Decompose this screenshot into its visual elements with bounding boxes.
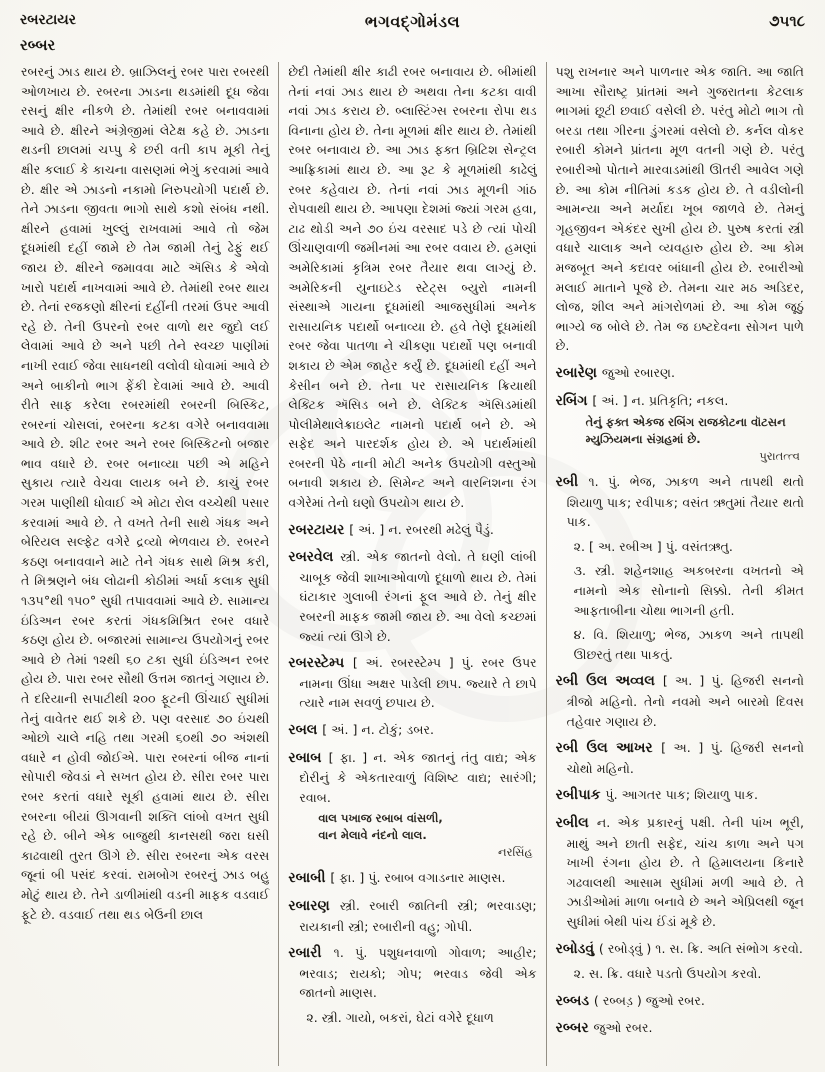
dictionary-entry: રબારી ૧. પું. પશુધનવાળો ગોવાળ; આહીર; ભરવાડ; રાયકો; ગોપ; ભરવાડ જેવી એક જાતનો માણસ. [288,945,537,1001]
page-number: ૭૫૧૮ [769,12,805,30]
dictionary-entry: રબી ઉલ આખર [ અ. ] પું. હિજરી સનનો ચોથો મહિનો. [555,740,804,776]
headword: રબાબ [288,749,329,766]
dictionary-entry: રબ્બડ ( રબ્બડ઼ ) જુઓ રબર. [555,992,705,1009]
continuation-paragraph: રબરનું ઝાડ થાય છે. બ્રાઝિલનું રબર પારા રબરથી ઓળખાય છે. રબરના ઝાડના થડમાંથી દૂધ જેવા રસનું ક્ષીર નીકળે છે. તેમાંથી રબર બનાવવામાં આવે છે. ક્ષીરને અંગ્રેજીમાં લેટેક્ષ કહે છે. ઝાડના થડની છાલમાં ચપ્પુ કે છરી વતી કાપ મૂકી તેનું ક્ષીર કલાઈ કે કાચના વાસણમાં ભેગું કરવામાં આવે છે. ક્ષીર એ ઝાડનો નકામો નિરુપયોગી પદાર્થ છે. તેને ઝાડના જીવતા ભાગો સાથે કશો સંબંધ નથી. ક્ષીરને હવામાં ખુલ્લું રાખવામાં આવે તો જેમ દૂધમાંથી દહીં જામે છે તેમ જામી તેનું ઢેફું થઈ જાય છે. ક્ષીરને જમાવવા માટે ઍસિડ કે એવો ખારો પદાર્થ નાખવામાં આવે છે. તેમાંથી રબર થાય છે. તેનાં રજકણો ક્ષીરનાં દહીંની તરમાં ઉપર આવી રહે છે. તેની ઉપરનો રબર વાળો થર જુદો લઈ લેવામાં આવે છે અને પછી તેને સ્વચ્છ પાણીમાં નાખી રવાઈ જેવા સાધનથી વલોવી ધોવામાં આવે છે અને બાકીનો ભાગ ફેંકી દેવામાં આવે છે. આવી રીતે સાફ કરેલા રબરમાંથી રબરની બિસ્કિટ, રબરનાં ચોસલાં, રબરના કટકા વગેરે બનાવવામા આવે છે. શીટ રબર અને રબર બિસ્કિટનો બજાર ભાવ વધારે છે. રબર બનાવ્યા પછી એ મહિને સુકાય ત્યારે વેચવા લાયક બને છે. કાચું રબર ગરમ પાણીથી ધોવાઈ એ મોટા રોલ વચ્ચેથી પસાર કરવામાં આવે છે. તે વખતે તેની સાથે ગંધક અને બેરિયલ સલ્ફેટ વગેરે દ્રવ્યો ભેળવાય છે. રબરને કઠણ બનાવવાને માટે તેને ગંધક સાથે મિશ્ર કરી, તે મિશ્રણને બંધ લોઢાની કોઠીમાં અર્ધા કલાક સુધી ૧૩૫°થી ૧૫૦° સુધી તપાવવામાં આવે છે. સામાન્ય ઇંડિઅન રબર કરતાં ગંધકમિશ્રિત રબર વધારે કઠણ હોય છે. બજારમાં સામાન્ય ઉપયોગનું રબર આવે છે તેમાં ૧૨થી ૬૦ ટકા સુધી ઇંડિઅન રબર હોય છે. પારા રબર સૌથી ઉત્તમ જાતનું ગણાય છે. તે દરિયાની સપાટીથી ૨૦૦ ફૂટની ઊંચાઈ સુધીમાં તેનું વાવેતર થઈ શકે છે. પણ વરસાદ ૭૦ ઇંચથી ઓછો ચાલે નહિ તથા ગરમી ૬૦થી ૭૦ અંશથી વધારે ન હોવી જોઈએ. પારા રબરનાં બીજ નાનાં સોપારી જેવડાં ને સખત હોય છે. સીરા રબર પારા રબર કરતાં વધારે સૂકી હવામાં થાય છે. સીરા રબરના બીયાં ઊગવાની શક્તિ લાંબો વખત સુધી રહે છે. બીને એક બાજુથી કાનસથી જરા ઘસી કાઢવાથી તુરત ઊગે છે. સીરા રબરના એક વરસ જૂનાં બી પસંદ કરવાં. રામબોગ રબરનું ઝાડ બહુ મોટું થાય છે. તેને ડાળીમાંથી વડની માફક વડવાઈ ફૂટે છે. વડવાઈ તથા થડ બેઉની છાલ [21,64,270,922]
dictionary-entry: રબાબી [ ફા. ] પું. રબાબ વગાડનાર માણસ. [288,870,506,887]
headword: રબી ઉલ અવ્વલ [555,673,663,690]
sense-item: ૪. વિ. શિયાળુ; ભેજ, ઝાકળ અને તાપથી ઊછરતું તથા પાકતું. [573,627,804,662]
headword: રબિંગ [555,392,593,409]
dictionary-entry: રબરવેલ સ્ત્રી. એક જાતનો વેલો. તે ઘણી લાંબી ચાબૂક જેવી શાખાઓવાળો દૂધાળો થાય છે. તેમાં ઘંટાકાર ગુલાબી રંગનાં ફૂલ આવે છે. તેનું ક્ષીર રબરની માફક જામી જાય છે. આ વેલો કચ્છમાં જ્યાં ત્યાં ઊગે છે. [288,549,537,644]
citation: પુરાતત્ત્વ [759,449,800,464]
sense-item: ૨. [ અ. રબીઅ ] પું. વસંતઋતુ. [573,538,733,554]
verse-quote [556,414,804,465]
headword: રબલ [288,722,323,738]
headword: રબાબી [288,870,331,887]
guide-word-top: રબરટાયર [20,12,76,28]
dictionary-entry: રબીલ ન. એક પ્રકારનું પક્ષી. તેની પાંખ ભૂરી, માથું અને છાતી સફેદ, ચાંચ કાળા અને પગ ખાખી રંગના હોય છે. તે હિમાલયના કિનારે ગઢવાલથી આસામ સુધીમાં મળી આવે છે. તે ઝાડીઓમાં માળા બનાવે છે અને એપ્રિલથી જૂન સુધીમાં બેથી પાંચ ઈંડાં મૂકે છે. [555,815,804,929]
dictionary-entry: રબોડવું ( રબોડ્વું ) ૧. સ. ક્રિ. અતિ સંભોગ કરવો. [555,940,803,957]
column-2 [278,62,545,1066]
dictionary-entry: રબારેણ જુઓ રબારણ. [555,364,676,381]
column-1 [12,62,278,1066]
citation: નરસિંહ [498,845,533,860]
headword: રબરવેલ [288,549,341,566]
dictionary-entry: રબી ૧. પું. ભેજ, ઝાકળ અને તાપથી થતો શિયાળુ પાક; રવીપાક; વસંત ઋતુમાં તૈયાર થતો પાક. [555,474,804,530]
headword: રબી ઉલ આખર [555,740,662,757]
page-header [20,12,805,54]
sense-item: ૨. સ્ત્રી. ગાયો, બકરાં, ઘેટાં વગેરે દૂધાળ [306,1009,494,1025]
guide-word-bottom: રબ્બર [20,36,56,54]
headword: રબારી [288,945,334,962]
quote-line: વાન મેલાવે નંદનો લાલ. [318,828,427,843]
verse-quote [288,810,536,861]
quote-line: તેનું ફક્ત એકજ રબિંગ રાજકોટના વૉટસન [585,415,786,430]
dictionary-entry: રબલ [ અં. ] ન. ટોકું; ડબર. [288,722,434,738]
headword: રબરસ્ટેમ્પ [288,655,353,672]
dictionary-entry: રબી ઉલ અવ્વલ [ અ. ] પું. હિજરી સનનો ત્રીજો મહિનો. તેનો નવમો અને બારમો દિવસ તહેવાર ગણાય છે. [555,673,804,729]
dictionary-entry: રબરસ્ટેમ્પ [ અં. રબરસ્ટેમ્પ ] પું. રબર ઉપર નામના ઊંધા અક્ષર પાડેલી છાપ. જ્યારે તે છાપે ત્યારે નામ સવળું છપાય છે. [288,655,537,711]
dictionary-entry: રબિંગ [ અં. ] ન. પ્રતિકૃતિ; નકલ. [555,392,729,409]
continuation-paragraph: છેદી તેમાંથી ક્ષીર કાઢી રબર બનાવાય છે. બીમાંથી તેનાં નવાં ઝાડ થાય છે અથવા તેના કટકા વાવી નવાં ઝાડ કરાય છે. બ્લાસ્ટિંગ્સ રબરના રોપા થડ વિનાના હોય છે. તેના મૂળમાં ક્ષીર થાય છે. તેમાંથી રબર બનાવાય છે. આ ઝાડ ફક્ત બ્રિટિશ સેન્ટ્રલ આફ્રિકામાં થાય છે. આ રૂટ કે મૂળમાંથી કાઢેલું રબર કહેવાય છે. તેનાં નવાં ઝાડ મૂળની ગાંઠ રોપવાથી થાય છે. આપણા દેશમાં જ્યાં ગરમ હવા, ટાઢ થોડી અને ૭૦ ઇંચ વરસાદ પડે છે ત્યાં પોચી ઊંચાણવાળી જમીનમાં આ રબર વવાય છે. હમણાં અમેરિકામાં કૃત્રિમ રબર તૈયાર થવા લાગ્યું છે. અમેરિકની યુનાઇટેડ સ્ટેટ્સ બ્યુરો નામની સંસ્થાએ ગાયના દૂધમાંથી આજસુધીમાં અનેક રાસાયનિક પદાર્થો બનાવ્યા છે. હવે તેણે દૂધમાંથી રબર જેવા પાતળા ને ચીકણા પદાર્થો પણ બનાવી શકાય છે એમ જાહેર કર્યું છે. દૂધમાંથી દહીં અને કેસીન બને છે. તેના પર રાસાયનિક ક્રિયાથી લેક્ટિક ઍસિડ બને છે. લેક્ટિક ઍસિડમાંથી પોલીમેથાલેક્રાઇલેટ નામનો પદાર્થ બને છે. એ સફેદ અને પારદર્શક હોય છે. એ પદાર્થમાંથી રબરની પેઠે નાની મોટી અનેક ઉપયોગી વસ્તુઓ બનાવી શકાય છે. સિમેન્ટ અને વારનિશના રંગ વગેરેમાં તેનો ઘણો ઉપયોગ થાય છે. [288,64,537,511]
book-title: ભગવદ્ગોમંડલ [364,12,461,31]
headword: રબીપાક [555,787,606,804]
dictionary-entry: રબ્બર જુઓ રબર. [555,1020,653,1037]
sense-item: ૨. સ. ક્રિ. વધારે પડતો ઉપયોગ કરવો. [573,966,762,982]
quote-line: વાલ પખાજ રબાબ વાંસળી, [318,811,443,826]
sense-item: ૩. સ્ત્રી. શહેનશાહ અકબરના વખતનો એ નામનો એક સોનાનો સિક્કો. તેની કીમત આફતાબીના ચોથા ભાગની હતી. [573,563,804,618]
headword: રબ્બર [555,1020,594,1037]
dictionary-entry: રબાબ [ ફા. ] ન. એક જાતનું તંતુ વાદ્ય; એક દોરીનું કે એકતારવાળું વિશિષ્ટ વાદ્ય; સારંગી; રવાબ. [288,749,537,805]
dictionary-entry: રબીપાક પું. આગતર પાક; શિયાળુ પાક. [555,787,759,804]
headword: રબરટાયર [288,521,350,538]
headword: રબારણ [288,897,340,914]
column-3 [546,62,813,1066]
dictionary-entry: રબારણ સ્ત્રી. રબારી જાતિની સ્ત્રી; ભરવાડણ; રાયકાની સ્ત્રી; રબારીની વહુ; ગોપી. [288,897,537,934]
headword: રબ્બડ [555,992,594,1009]
headword: રબી [555,474,589,491]
dictionary-entry: રબરટાયર [ અં. ] ન. રબરથી મઢેલું પૈડું. [288,521,494,538]
headword: રબોડવું [555,940,599,957]
headword: રબીલ [555,815,597,831]
continuation-paragraph: પશુ રાખનાર અને પાળનાર એક જાતિ. આ જાતિ આખા સૌરાષ્ટ્ર પ્રાંતમાં અને ગુજરાતના કેટલાક ભાગમાં છૂટી છવાઈ વસેલી છે. પરંતુ મોટો ભાગ તો બરડા તથા ગીરના ડુંગરમાં વસેલો છે. કર્નલ વોકર રબારી કોમને પ્રાંતના મૂળ વતની ગણે છે. પરંતુ રબારીઓ પોતાને મારવાડમાંથી ઊતરી આવેલ ગણે છે. આ કોમ નીતિમાં કડક હોય છે. તે વડીલોની આમન્યા અને મર્યાદા ખૂબ જાળવે છે. તેમનું ગૃહજીવન એકંદર સુખી હોય છે. પુરુષ કરતાં સ્ત્રી વધારે ચાલાક અને વ્યવહારુ હોય છે. આ કોમ મજબૂત અને કદાવર બાંધાની હોય છે. રબારીઓ મલાઈ માતાને પૂજે છે. તેમના ચાર મઠ અડિદર, લોજ, શીલ અને માંગરોળમાં છે. આ કોમ જૂઠું ભાગ્યે જ બોલે છે. તેમ જ ઇષ્ટદેવના સોગન પાળે છે. [555,64,804,354]
text-columns [12,62,813,1066]
guide-words [20,12,279,54]
headword: રબારેણ [555,364,602,381]
quote-line: મ્યુઝિયમના સંગ્રહમાં છે. [585,432,701,447]
